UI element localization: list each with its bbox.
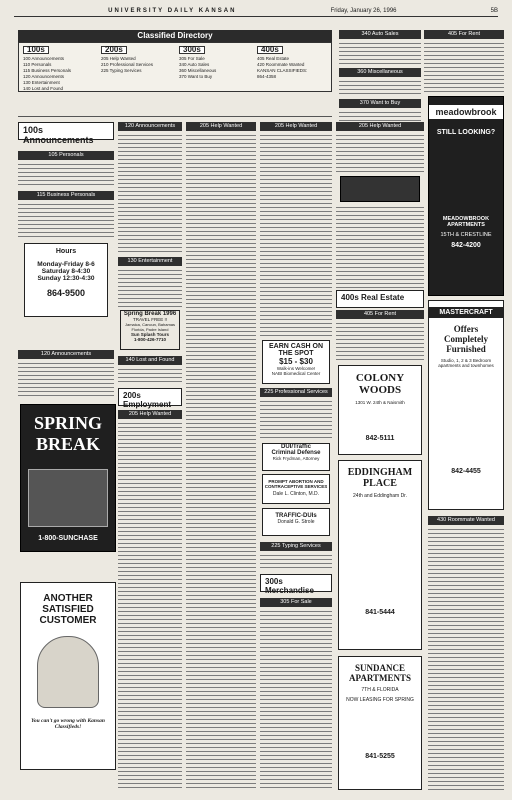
traffic-ad [262, 508, 330, 536]
meadowbrook-phone: 842-4200 [451, 242, 481, 249]
section-lost-found: 140 Lost and Found [118, 356, 182, 365]
section-typing: 225 Typing Services [260, 542, 332, 551]
classified-directory [18, 42, 332, 92]
directory-item: 340 Auto Sales [179, 62, 210, 67]
section-business-personals: 115 Business Personals [18, 191, 114, 200]
section-help-wanted-3: 205 Help Wanted [118, 410, 182, 419]
spring-break-company: Sun Splash Tours [131, 332, 169, 337]
header-date: Friday, January 26, 1996 [330, 8, 397, 14]
section-misc: 360 Miscellaneous [339, 68, 421, 77]
text-block [260, 133, 332, 338]
text-block [118, 367, 182, 385]
dui-line2: Criminal Defense [271, 450, 321, 456]
directory-200-label: 200s [101, 46, 127, 54]
directory-item: 405 Real Estate [257, 56, 290, 61]
classified-policy-text [18, 94, 332, 117]
section-prof-services: 225 Professional Services [260, 388, 332, 397]
meadowbrook-name: MEADOWBROOK APARTMENTS [442, 216, 490, 228]
spring-break-line2: BREAK [35, 434, 100, 454]
section-roommate: 430 Roommate Wanted [428, 516, 504, 525]
directory-col-100 [19, 43, 97, 91]
header-paper: UNIVERSITY DAILY KANSAN [108, 8, 237, 14]
earn-cash-walkins: Walk-ins Welcome! [276, 366, 316, 371]
spring-break-photo [28, 469, 108, 527]
sundance-phone: 841-5255 [365, 753, 395, 760]
text-block [336, 321, 424, 361]
text-block [18, 162, 114, 188]
section-help-wanted-2: 205 Help Wanted [260, 122, 332, 131]
sundance-title: SUNDANCE APARTMENTS [348, 663, 412, 683]
text-block [339, 79, 421, 97]
section-employment: 200s Employment [118, 388, 182, 406]
colony-title: COLONY WOODS [355, 372, 405, 396]
spring-break-1996-ad [120, 310, 180, 350]
directory-300-label: 300s [179, 46, 205, 54]
section-personals: 105 Personals [18, 151, 114, 160]
prompt-abortion-ad [262, 474, 330, 504]
directory-item: 130 Entertainment [23, 80, 60, 85]
page-header [14, 6, 498, 17]
eddingham-ad [338, 460, 422, 650]
directory-item: 140 Lost and Found [23, 86, 64, 91]
mastercraft-desc: Studio, 1, 2 & 3 Bedroom apartments and townhomes [438, 358, 494, 368]
colony-phone: 842-5111 [365, 435, 395, 442]
directory-col-200 [97, 43, 175, 91]
directory-item: 120 Announcements [23, 74, 65, 79]
section-for-sale: 305 For Sale [260, 598, 332, 607]
mastercraft-title: MASTERCRAFT [429, 307, 503, 318]
colony-address: 1301 W. 24th & Naismith [355, 400, 405, 405]
dui-line1: DUI/Traffic [280, 444, 311, 450]
prompt-line1: PROMPT ABORTION AND CONTRACEPTIVE SERVICES [264, 479, 328, 489]
earn-cash-title: EARN CASH ON THE SPOT [268, 343, 324, 357]
text-block [260, 609, 332, 791]
directory-item: 864-4358 [257, 74, 277, 79]
text-block [260, 553, 332, 571]
section-help-wanted-4: 205 Help Wanted [336, 122, 424, 131]
text-block [118, 133, 182, 253]
mastercraft-ad [428, 300, 504, 510]
spring-break-destinations2: Florida, Padre Island [131, 327, 169, 332]
eddingham-address: 24th and Eddingham Dr. [353, 493, 407, 499]
another-customer-ad [20, 582, 116, 770]
text-block [424, 41, 504, 93]
spring-break-line1: SPRING [33, 413, 102, 433]
sundance-leasing: NOW LEASING FOR SPRING [346, 697, 414, 703]
directory-col-300 [175, 43, 253, 91]
section-merchandise: 300s Merchandise [260, 574, 332, 592]
directory-item: 370 Want to Buy [179, 74, 213, 79]
section-for-rent-2: 405 For Rent [336, 310, 424, 319]
text-block [186, 133, 256, 791]
another-customer-tagline: You can't go wrong with Kansan Classifieds! [31, 718, 105, 730]
another-customer-line2: SATISFIED [42, 604, 94, 615]
spring-break-title: Spring Break 1996 [123, 311, 177, 317]
directory-item: 305 For Sale [179, 56, 205, 61]
meadowbrook-ad [428, 96, 504, 296]
earn-cash-amount: $15 - $30 [279, 357, 313, 366]
directory-item: 225 Typing Services [101, 68, 142, 73]
spring-break-ad [20, 404, 116, 552]
directory-title: Classified Directory [18, 30, 332, 42]
eddingham-phone: 841-5444 [365, 609, 395, 616]
section-real-estate: 400s Real Estate [336, 290, 424, 308]
spring-break-travel: TRAVEL FREE !! [132, 317, 167, 322]
text-block [428, 527, 504, 791]
earn-cash-center: NABI Biomedical Center [271, 371, 321, 376]
directory-item: 110 Personals [23, 62, 52, 67]
text-block [118, 268, 182, 308]
section-auto-sales: 340 Auto Sales [339, 30, 421, 39]
text-block [260, 399, 332, 439]
watkins-saturday: Saturday 8-4:30 [41, 268, 91, 275]
header-page: 5B [490, 8, 498, 14]
mastercraft-phone: 842-4455 [451, 468, 481, 475]
spring-break-destinations: Jamaica, Cancun, Bahamas [124, 322, 176, 327]
directory-400-label: 400s [257, 46, 283, 54]
colony-woods-ad [338, 365, 422, 455]
watkins-hours: Hours [55, 248, 77, 255]
earn-cash-ad [262, 340, 330, 384]
text-block [18, 361, 114, 399]
directory-item: 360 Miscellaneous [179, 68, 217, 73]
directory-col-400 [253, 43, 331, 91]
prompt-line2: Dale L. Clinton, M.D. [272, 491, 320, 497]
directory-item: 100 Announcements [23, 56, 65, 61]
trading-card-ad [340, 176, 420, 202]
meadowbrook-title: meadowbrook [429, 105, 503, 119]
meadowbrook-headline: STILL LOOKING? [436, 129, 496, 136]
section-want-buy: 370 Want to Buy [339, 99, 421, 108]
directory-item: 420 Roommate Wanted [257, 62, 305, 67]
watkins-weekday: Monday-Friday 8-6 [37, 261, 95, 268]
section-announcements-120: 120 Announcements [18, 350, 114, 359]
section-for-rent: 405 For Rent [424, 30, 504, 39]
another-customer-line3: CUSTOMER [39, 615, 97, 626]
directory-item: KANSAN CLASSIFIEDS: [257, 68, 308, 73]
watkins-ad [24, 243, 108, 317]
fish-illustration [37, 636, 99, 708]
sundance-location: 7TH & FLORIDA [361, 687, 399, 693]
eddingham-title: EDDINGHAM PLACE [347, 467, 413, 489]
watkins-sunday: Sunday 12:30-4:30 [37, 275, 95, 282]
mastercraft-offers: Offers [453, 324, 479, 334]
text-block [339, 41, 421, 65]
sundance-ad [338, 656, 422, 790]
text-block [18, 202, 114, 238]
section-help-wanted-1: 205 Help Wanted [186, 122, 256, 131]
section-announcements-120b: 120 Announcements [118, 122, 182, 131]
text-block [118, 421, 182, 791]
mastercraft-furnished: Completely Furnished [444, 334, 488, 354]
watkins-phone: 864-9500 [46, 288, 86, 298]
spring-break-phone-small: 1-800-426-7710 [133, 337, 167, 342]
traffic-line2: Donald G. Strole [277, 519, 315, 525]
directory-100-label: 100s [23, 46, 49, 54]
dui-ad [262, 443, 330, 471]
dui-line3: Rick Frydman, Attorney [272, 456, 320, 461]
meadowbrook-address: 15TH & CRESTLINE [440, 232, 492, 238]
text-block [336, 133, 424, 173]
traffic-line1: TRAFFIC-DUIs [275, 513, 317, 519]
directory-item: 210 Professional Services [101, 62, 154, 67]
section-announcements-100: 100s Announcements [18, 122, 114, 140]
spring-break-phone: 1-800-SUNCHASE [38, 535, 98, 542]
directory-item: 205 Help Wanted [101, 56, 136, 61]
section-entertainment: 130 Entertainment [118, 257, 182, 266]
directory-item: 115 Business Personals [23, 68, 71, 73]
another-customer-line1: ANOTHER [43, 593, 93, 604]
